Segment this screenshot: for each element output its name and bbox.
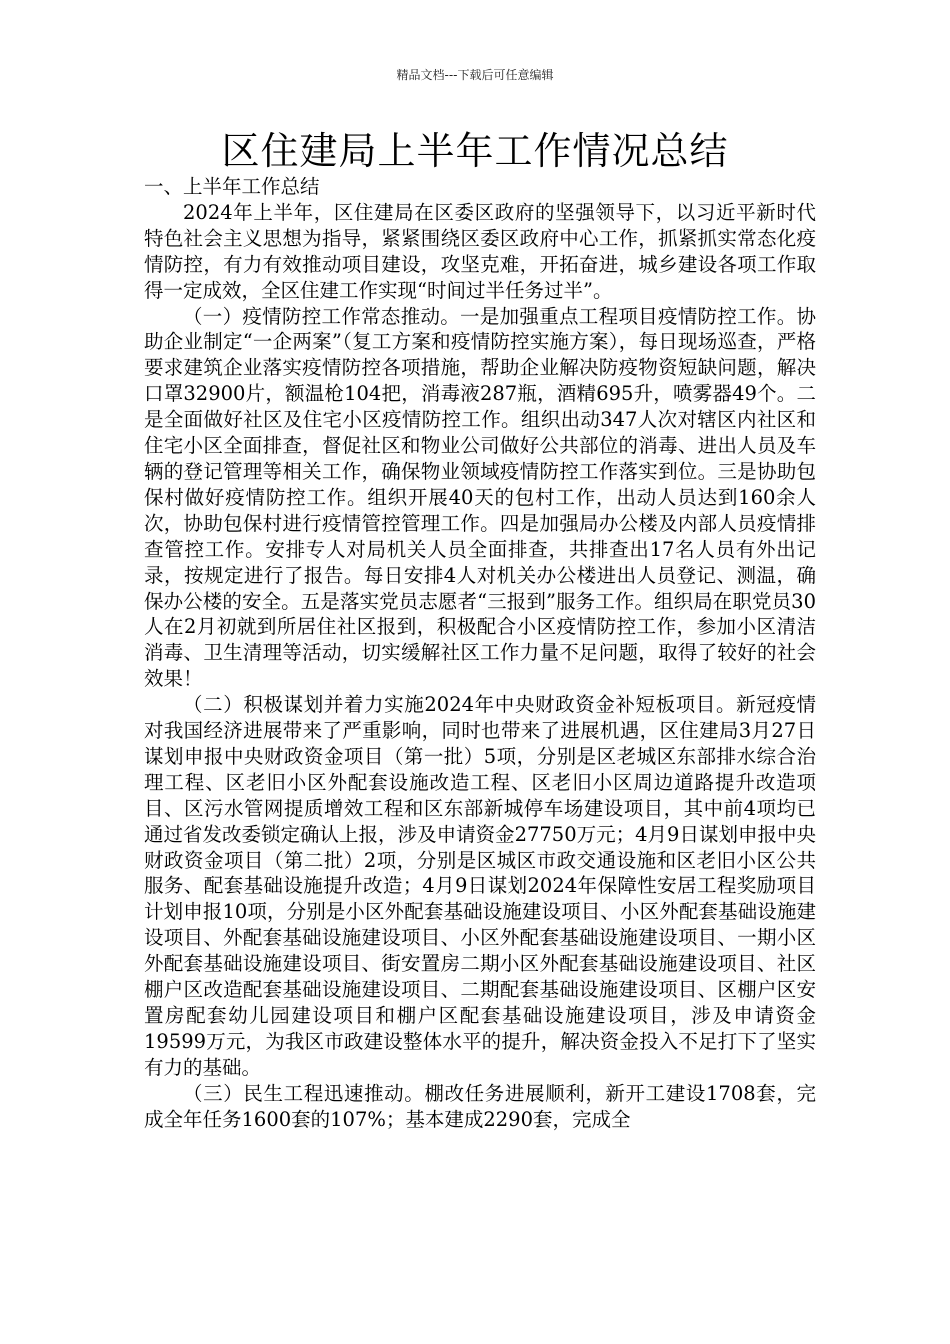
paragraph-intro: 2024年上半年，区住建局在区委区政府的坚强领导下，以习近平新时代特色社会主义思想为指导，紧紧围绕区委区政府中心工作，抓紧抓实常态化疫情防控，有力有效推动项目建设，攻坚克难，开拓奋进，城乡建设各项工作取得一定成效，全区住建工作实现“时间过半任务过半”。 [144,200,816,302]
document-title: 区住建局上半年工作情况总结 [221,129,729,173]
paragraph-livelihood-projects: （三）民生工程迅速推动。棚改任务进展顺利，新开工建设1708套，完成全年任务1600套的107%；基本建成2290套，完成全 [144,1081,816,1131]
document-body [144,174,816,1133]
section-heading: 一、上半年工作总结 [144,175,320,198]
paragraph-central-funding: （二）积极谋划并着力实施2024年中央财政资金补短板项目。新冠疫情对我国经济进展带来了严重影响，同时也带来了进展机遇，区住建局3月27日谋划申报中央财政资金项目（第一批）5项，分别是区老城区东部排水综合治理工程、区老旧小区外配套设施改造工程、区老旧小区周边道路提升改造项目、区污水管网提质增效工程和区东部新城停车场建设项目，其中前4项均已通过省发改委锁定确认上报，涉及申请资金27750万元；4月9日谋划申报中央财政资金项目（第二批）2项，分别是区城区市政交通设施和区老旧小区公共服务、配套基础设施提升改造；4月9日谋划2024年保障性安居工程奖励项目计划申报10项，分别是小区外配套基础设施建设项目、小区外配套基础设施建设项目、外配套基础设施建设项目、小区外配套基础设施建设项目、一期小区外配套基础设施建设项目、街安置房二期小区外配套基础设施建设项目、社区棚户区改造配套基础设施建设项目、二期配套基础设施建设项目、区棚户区安置房配套幼儿园建设项目和棚户区配套基础设施建设项目，涉及申请资金19599万元，为我区市政建设整体水平的提升，解决资金投入不足打下了坚实有力的基础。 [144,693,816,1079]
page-header-watermark: 精品文档---下载后可任意编辑 [396,68,554,82]
paragraph-epidemic-control: （一）疫情防控工作常态推动。一是加强重点工程项目疫情防控工作。协助企业制定“一企两案”（复工方案和疫情防控实施方案），每日现场巡查，严格要求建筑企业落实疫情防控各项措施，帮助企业解决防疫物资短缺问题，解决口罩32900片，额温枪104把，消毒液287瓶，酒精695升，喷雾器49个。二是全面做好社区及住宅小区疫情防控工作。组织出动347人次对辖区内社区和住宅小区全面排查，督促社区和物业公司做好公共部位的消毒、进出人员及车辆的登记管理等相关工作，确保物业领域疫情防控工作落实到位。三是协助包保村做好疫情防控工作。组织开展40天的包村工作，出动人员达到160余人次，协助包保村进行疫情管控管理工作。四是加强局办公楼及内部人员疫情排查管控工作。安排专人对局机关人员全面排查，共排查出17名人员有外出记录，按规定进行了报告。每日安排4人对机关办公楼进出人员登记、测温，确保办公楼的安全。五是落实党员志愿者“三报到”服务工作。组织局在职党员30人在2月初就到所居住社区报到，积极配合小区疫情防控工作，参加小区清洁消毒、卫生清理等活动，切实缓解社区工作力量不足问题，取得了较好的社会效果！ [144,304,816,691]
